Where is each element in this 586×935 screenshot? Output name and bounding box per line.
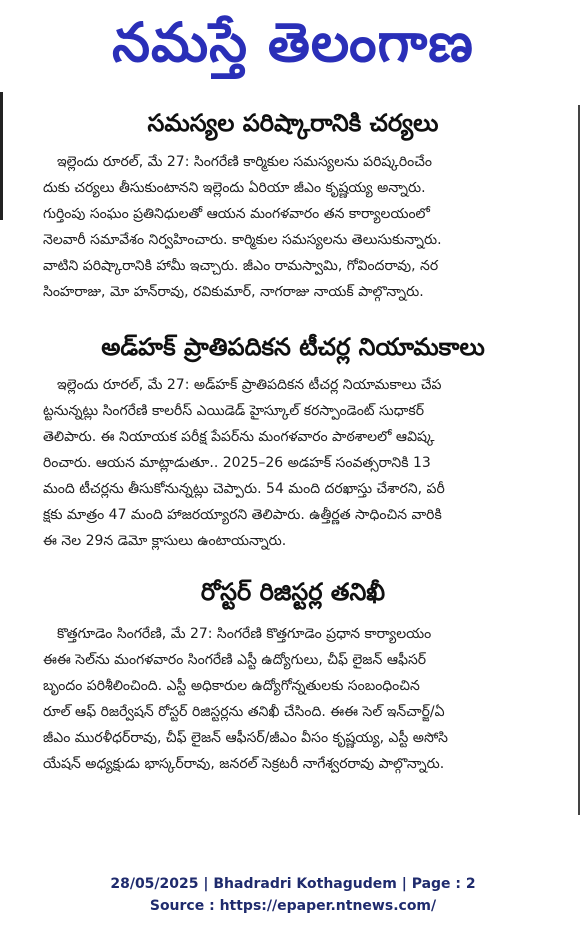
right-column-rule	[578, 105, 580, 815]
article-1-headline: సమస్యల పరిష్కారానికి చర్యలు	[147, 109, 439, 137]
article-1-line: వాటిని పరిష్కారానికి హామీ ఇచ్చారు. జీఎం రామస్వామి, గోవిందరావు, నర	[43, 258, 439, 274]
article-1-line: దుకు చర్యలు తీసుకుంటానని ఇల్లెందు ఏరియా జీఎం కృష్ణయ్య అన్నారు.	[43, 180, 426, 196]
article-2-line: ఈ నెల 29న డెమో క్లాసులు ఉంటాయన్నారు.	[43, 533, 287, 549]
masthead-title: నమస్తే తెలంగాణ	[112, 11, 474, 74]
article-2-line: క్షకు మాత్రం 47 మంది హాజరయ్యారని తెలిపారు. ఉత్తీర్ణత సాధించిన వారికి	[43, 507, 442, 523]
article-3-line: బృందం పరిశీలించింది. ఎస్టీ అధికారుల ఉద్యోగోన్నతులకు సంబంధించిన	[43, 678, 420, 694]
article-3-line: రూల్ ఆఫ్ రిజర్వేషన్ రోస్టర్ రిజిస్టర్లను తనిఖీ చేసింది. ఈఈ సెల్ ఇన్‌చార్జ్/ఏ	[43, 704, 445, 720]
article-2-line: ఇల్లెందు రూరల్, మే 27: అడ్‌హక్ ప్రాతిపదికన టీచర్ల నియామకాలు చేప	[57, 377, 442, 393]
article-1-line: గుర్తింపు సంఘం ప్రతినిధులతో ఆయన మంగళవారం తన కార్యాలయంలో	[43, 206, 430, 222]
article-1-line: సింహరాజు, మో హన్‌రావు, రవికుమార్, నాగరాజు నాయక్ పాల్గొన్నారు.	[43, 284, 424, 300]
article-1-line: ఇల్లెందు రూరల్, మే 27: సింగరేణి కార్మికుల సమస్యలను పరిష్కరించేం	[57, 154, 432, 170]
article-3-headline: రోస్టర్ రిజిస్టర్ల తనిఖీ	[200, 578, 386, 606]
article-2-line: తెలిపారు. ఈ నియాయక పరీక్ష పేపర్‌ను మంగళవారం పాఠశాలలో ఆవిష్క	[43, 429, 435, 445]
article-3-line: జీఎం మురళీధర్‌రావు, చీఫ్ లైజన్ ఆఫీసర్/జీఎం వీసం కృష్ణయ్య, ఎస్టీ అసోసి	[43, 730, 448, 746]
footer-date-edition: 28/05/2025 | Bhadradri Kothagudem | Page : 2	[110, 876, 476, 892]
article-3-line: ఈఈ సెల్‌ను మంగళవారం సింగరేణి ఎస్టీ ఉద్యోగులు, చీఫ్ లైజన్ ఆఫీసర్	[43, 652, 427, 668]
article-1-line: నెలవారీ సమావేశం నిర్వహించారు. కార్మికుల సమస్యలను తెలుసుకున్నారు.	[43, 232, 442, 248]
left-column-rule	[0, 92, 3, 220]
article-2-line: రించారు. ఆయన మాట్లాడుతూ.. 2025–26 అడహక్ సంవత్సరానికి 13	[43, 455, 431, 471]
article-2-line: మంది టీచర్లను తీసుకోనున్నట్లు చెప్పారు. 54 మంది దరఖాస్తు చేశారని, పరీ	[43, 481, 445, 497]
footer-source-link[interactable]: Source : https://epaper.ntnews.com/	[149, 898, 437, 914]
article-2-line: ట్టనున్నట్లు సింగరేణి కాలరీస్ ఎయిడెడ్ హైస్కూల్ కరస్పాండెంట్ సుధాకర్	[43, 403, 424, 419]
article-2-headline: అడ్‌హక్ ప్రాతిపదికన టీచర్ల నియామకాలు	[101, 333, 485, 361]
article-3-line: యేషన్ అధ్యక్షుడు భాస్కర్‌రావు, జనరల్ సెక్రటరీ నాగేశ్వరరావు పాల్గొన్నారు.	[43, 756, 445, 772]
article-3-line: కొత్తగూడెం సింగరేణి, మే 27: సింగరేణి కొత్తగూడెం ప్రధాన కార్యాలయం	[57, 626, 432, 642]
